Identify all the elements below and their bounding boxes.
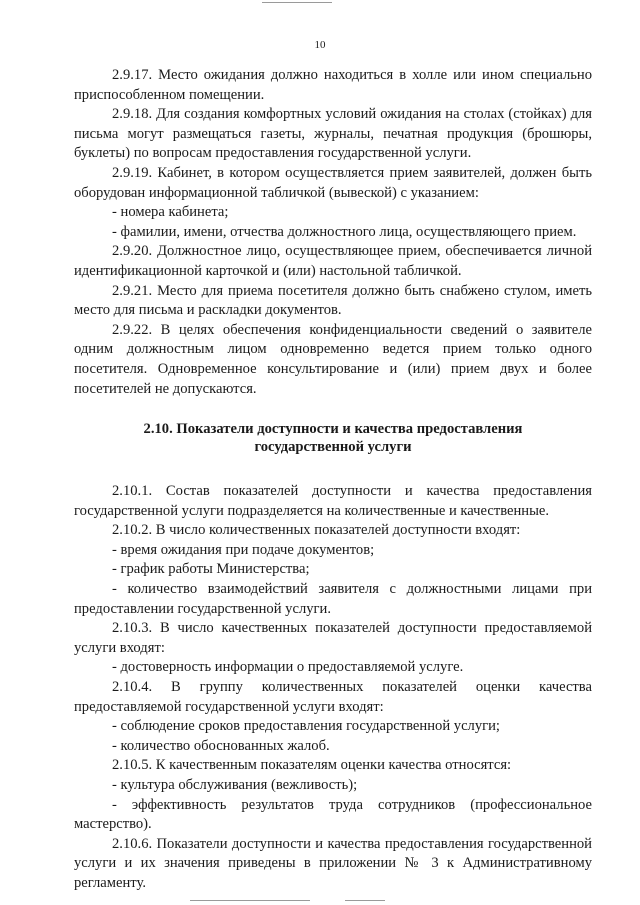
scan-edge-bottom-left	[190, 900, 310, 901]
list-item-interactions-count: - количество взаимодействий заявителя с должностными лицами при предоставлении государственной услуги.	[74, 581, 592, 617]
paragraph-2-10-1: 2.10.1. Состав показателей доступности и качества предоставления государственной услуги подразделяется на количественные и качественные.	[74, 483, 592, 519]
paragraph-2-9-22: 2.9.22. В целях обеспечения конфиденциальности сведений о заявителе одним должностным лицом одновременно ведется прием только одного посетителя. Одновременное консультирование и (или) прием двух и более посетителей не допускаются.	[74, 321, 592, 397]
list-item-cabinet-number: - номера кабинета;	[112, 204, 229, 221]
paragraph-2-10-6: 2.10.6. Показатели доступности и качества предоставления государственной услуги и их значения приведены в приложении № 3 к Административному регламенту.	[74, 835, 592, 891]
list-item-service-culture: - культура обслуживания (вежливость);	[112, 777, 358, 793]
list-item-waiting-time: - время ожидания при подаче документов;	[112, 541, 375, 558]
list-item-staff-efficiency: - эффективность результатов труда сотрудников (профессиональное мастерство).	[74, 796, 592, 833]
paragraph-2-10-2: 2.10.2. В число количественных показателей доступности входят:	[112, 522, 521, 539]
section-title-line-2: государственной услуги	[254, 439, 412, 456]
scan-edge-top	[262, 2, 332, 3]
paragraph-2-9-19: 2.9.19. Кабинет, в котором осуществляется прием заявителей, должен быть оборудован информационной табличкой (вывеской) с указанием:	[74, 164, 592, 201]
paragraph-2-10-3: 2.10.3. В число качественных показателей доступности предоставляемой услуги входят:	[74, 620, 592, 656]
list-item-work-schedule: - график работы Министерства;	[112, 561, 310, 578]
paragraph-2-9-21: 2.9.21. Место для приема посетителя должно быть снабжено стулом, иметь место для письма и раскладки документов.	[74, 282, 592, 319]
paragraph-2-9-18: 2.9.18. Для создания комфортных условий ожидания на столах (стойках) для письма могут размещаться газеты, журналы, печатная продукция (брошюры, буклеты) по вопросам предоставления государственной услуги.	[74, 106, 592, 162]
scan-edge-bottom-right	[345, 900, 385, 901]
paragraph-2-9-17: 2.9.17. Место ожидания должно находиться в холле или ином специально приспособленном помещении.	[74, 67, 592, 103]
paragraph-2-10-4: 2.10.4. В группу количественных показателей оценки качества предоставляемой государственной услуги входят:	[74, 679, 592, 715]
paragraph-2-9-20: 2.9.20. Должностное лицо, осуществляющее прием, обеспечивается личной идентификационной карточкой и (или) настольной табличкой.	[74, 243, 592, 279]
paragraph-2-10-5: 2.10.5. К качественным показателям оценки качества относятся:	[112, 757, 512, 774]
list-item-info-reliability: - достоверность информации о предоставляемой услуге.	[112, 659, 464, 676]
document-body	[74, 66, 592, 894]
section-title-line-1: 2.10. Показатели доступности и качества предоставления	[143, 421, 523, 438]
list-item-deadlines: - соблюдение сроков предоставления государственной услуги;	[112, 718, 500, 735]
page-number: 10	[314, 39, 326, 51]
list-item-official-name: - фамилии, имени, отчества должностного лица, осуществляющего прием.	[112, 223, 577, 240]
section-title-2-10	[74, 420, 592, 456]
list-item-complaints: - количество обоснованных жалоб.	[112, 737, 330, 754]
